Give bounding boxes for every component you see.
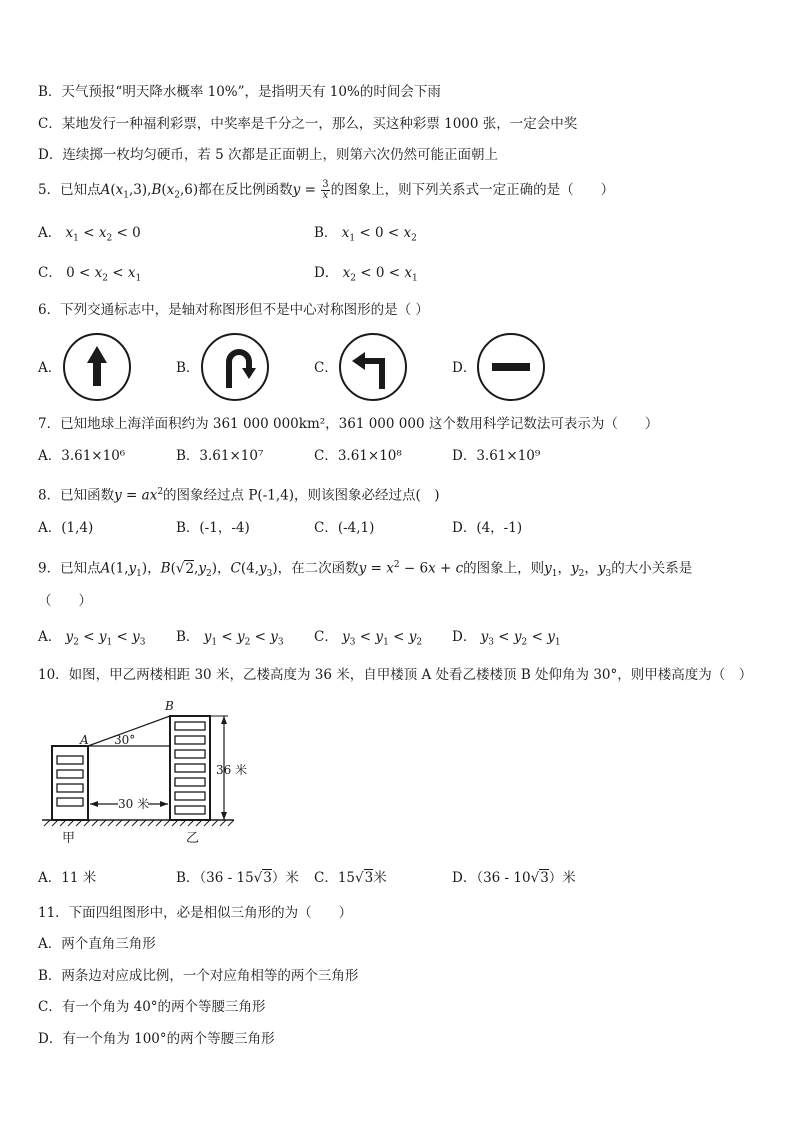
q5-option-a: A． $x_1 < x_2 < 0$ — [38, 225, 141, 244]
q5-tail: 的图象上，则下列关系式一定正确的是（ ） — [330, 182, 615, 198]
q9-tail: 的图象上，则 — [463, 560, 545, 577]
label-point-a: A — [80, 733, 89, 747]
q5-stem: 5．已知点$A(x_1,3),B(x_2,6)$都在反比例函数y = $\frac{3}{x}$ 的图象上，则下列关系式一定正确的是（ ） — [38, 179, 615, 201]
q9-option-a: A． $y_2 < y_1 < y_3$ — [38, 629, 146, 648]
q6-label-b: B． — [176, 360, 200, 376]
label-yi: 乙 — [186, 831, 200, 846]
q8-option-b: B．(-1，-4) — [176, 520, 250, 536]
q10-building-figure — [38, 696, 268, 850]
q8-tail: 的图象经过点 P(-1,4)，则该图象必经过点( ) — [163, 487, 440, 504]
q5-option-d: D． $x_2 < 0 < x_1$ — [314, 265, 418, 284]
turn-left-sign-icon — [338, 332, 408, 402]
q11-option-b: B．两条边对应成比例，一个对应角相等的两个三角形 — [38, 968, 359, 984]
q7-option-c: C．3.61×10⁸ — [314, 448, 402, 464]
q6-label-d: D． — [452, 360, 477, 376]
q5-mid: 都在反比例函数 — [198, 182, 293, 198]
building-yi — [170, 716, 210, 820]
q9-mid: ，在二次函数 — [277, 560, 359, 577]
label-jia: 甲 — [62, 831, 76, 846]
q7-option-b: B．3.61×10⁷ — [176, 448, 264, 464]
q4-option-d: D．连续掷一枚均匀硬币，若 5 次都是正面朝上，则第六次仍然可能正面朝上 — [38, 147, 498, 163]
q9-end: 的大小关系是 — [611, 560, 693, 577]
q10-option-b: B．（36 - 15√3）米 — [176, 870, 299, 886]
q11-option-d: D．有一个角为 100°的两个等腰三角形 — [38, 1031, 275, 1047]
q9-option-b: B． $y_1 < y_2 < y_3$ — [176, 629, 284, 648]
q6-label-a: A． — [38, 360, 62, 376]
q9-option-d: D． $y_3 < y_2 < y_1$ — [452, 629, 561, 648]
q4-option-c: C．某地发行一种福利彩票，中奖率是千分之一，那么，买这种彩票 1000 张，一定会中奖 — [38, 116, 578, 132]
label-point-b: B — [165, 699, 174, 713]
label-distance: 30 米 — [118, 797, 150, 811]
q9-answer-paren: （ ） — [38, 593, 92, 609]
q10-stem: 10．如图，甲乙两楼相距 30 米，乙楼高度为 36 米，自甲楼顶 A 处看乙楼楼顶 B 处仰角为 30°，则甲楼高度为（ ） — [38, 667, 753, 683]
q5-option-c: C． $0 < x_2 < x_1$ — [38, 265, 142, 284]
q8-lead: 8．已知函数 — [38, 487, 115, 504]
q11-option-c: C．有一个角为 40°的两个等腰三角形 — [38, 999, 266, 1015]
u-turn-sign-icon — [200, 332, 270, 402]
q9-option-c: C． $y_3 < y_1 < y_2$ — [314, 629, 423, 648]
label-height: 36 米 — [216, 763, 248, 777]
q4-option-b: B．天气预报“明天降水概率 10%”，是指明天有 10%的时间会下雨 — [38, 84, 441, 100]
no-entry-sign-icon — [476, 332, 546, 402]
q5-option-b: B． $x_1 < 0 < x_2$ — [314, 225, 417, 244]
q8-stem: 8．已知函数$y = ax^2$的图象经过点 P(-1,4)，则该图象必经过点( ) — [38, 487, 440, 504]
q8-option-c: C．(-4,1) — [314, 520, 375, 536]
q10-option-a: A．11 米 — [38, 870, 97, 886]
q10-option-c: C．15√3米 — [314, 870, 387, 886]
q11-option-a: A．两个直角三角形 — [38, 936, 156, 952]
q9-stem: 9．已知点$A(1,y_1)$，$B(√2,y_2)$，$C(4,y_3)$，在二次函数$y = x^2 - 6x + c$的图象上，则$y_1$，$y_2$，$y_3$的大小关系是 — [38, 560, 693, 580]
q7-stem: 7．已知地球上海洋面积约为 361 000 000km²，361 000 000 这个数用科学记数法可表示为（ ） — [38, 416, 659, 432]
q7-option-a: A．3.61×10⁶ — [38, 448, 126, 464]
q9-lead: 9．已知点 — [38, 560, 101, 577]
q8-option-d: D．(4，-1) — [452, 520, 523, 536]
q6-label-c: C． — [314, 360, 338, 376]
label-angle: 30° — [114, 733, 136, 747]
up-arrow-sign-icon — [62, 332, 132, 402]
q10-option-d: D．（36 - 10√3）米 — [452, 870, 576, 886]
q6-stem: 6．下列交通标志中，是轴对称图形但不是中心对称图形的是（ ） — [38, 302, 429, 318]
q7-option-d: D．3.61×10⁹ — [452, 448, 541, 464]
q5-lead: 5．已知点 — [38, 182, 101, 198]
q11-stem: 11．下面四组图形中，必是相似三角形的为（ ） — [38, 905, 353, 921]
q8-option-a: A．(1,4) — [38, 520, 94, 536]
